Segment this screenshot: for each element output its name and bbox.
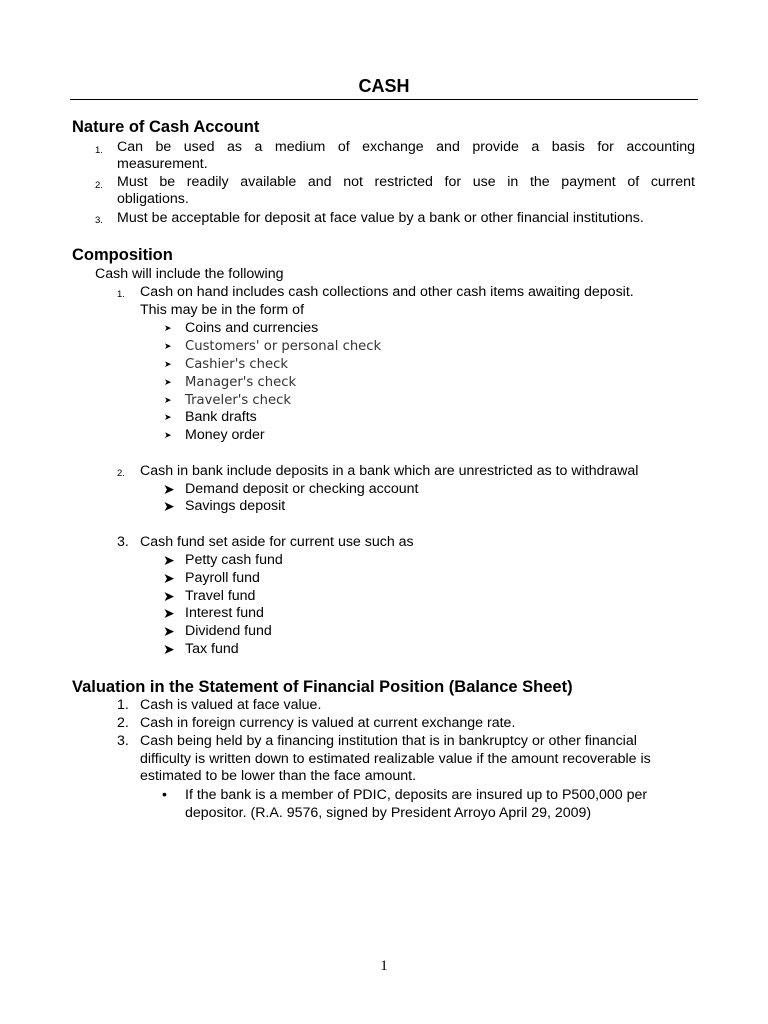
composition-intro: Cash will include the following xyxy=(95,266,284,282)
nature-num-3: 3. xyxy=(95,215,103,226)
nature-num-1: 1. xyxy=(95,145,103,156)
arrow-bullet-icon: ➤ xyxy=(163,623,175,639)
composition-item-1-line1: Cash on hand includes cash collections and other cash items awaiting deposit. xyxy=(140,284,634,300)
valuation-item-3-line2: difficulty is written down to estimated realizable value if the amount recoverable is xyxy=(140,751,651,767)
list-item: Coins and currencies xyxy=(185,320,319,336)
list-item: Payroll fund xyxy=(185,570,260,586)
arrow-bullet-icon: ➤ xyxy=(164,430,172,440)
nature-num-2: 2. xyxy=(95,180,103,191)
composition-item-1-line2: This may be in the form of xyxy=(140,302,305,318)
title-rule xyxy=(70,99,698,100)
composition-item-2: Cash in bank include deposits in a bank which are unrestricted as to withdrawal xyxy=(140,463,639,479)
valuation-item-3-line1: Cash being held by a financing institution that is in bankruptcy or other financial xyxy=(140,733,637,749)
nature-item-2-line1: Must be readily available and not restricted for use in the payment of current xyxy=(117,174,695,190)
valuation-item-3-line3: estimated to be lower than the face amount. xyxy=(140,768,417,784)
arrow-bullet-icon: ➤ xyxy=(163,605,175,621)
valuation-item-1: Cash is valued at face value. xyxy=(140,697,322,713)
page-title: CASH xyxy=(358,76,410,96)
heading-nature: Nature of Cash Account xyxy=(72,118,260,136)
composition-num-3: 3. xyxy=(117,534,129,550)
valuation-num-1: 1. xyxy=(117,697,129,713)
list-item: Interest fund xyxy=(185,605,264,621)
nature-item-1-line2: measurement. xyxy=(117,156,208,172)
heading-composition: Composition xyxy=(72,246,173,264)
nature-item-3-line1: Must be acceptable for deposit at face value by a bank or other financial institutions. xyxy=(117,210,644,226)
valuation-item-2: Cash in foreign currency is valued at current exchange rate. xyxy=(140,715,516,731)
list-item: Tax fund xyxy=(185,641,239,657)
arrow-bullet-icon: ➤ xyxy=(163,552,175,568)
heading-valuation: Valuation in the Statement of Financial Position (Balance Sheet) xyxy=(72,678,573,696)
arrow-bullet-icon: ➤ xyxy=(164,412,172,422)
pdic-note-line1: If the bank is a member of PDIC, deposits are insured up to P500,000 per xyxy=(185,787,648,803)
list-item: Dividend fund xyxy=(185,623,272,639)
list-item: Money order xyxy=(185,427,265,443)
arrow-bullet-icon: ➤ xyxy=(163,481,175,497)
list-item: Manager's check xyxy=(185,375,297,390)
valuation-num-3: 3. xyxy=(117,733,129,749)
composition-num-2: 2. xyxy=(117,468,125,479)
arrow-bullet-icon: ➤ xyxy=(164,377,172,387)
list-item: Bank drafts xyxy=(185,409,257,425)
list-item: Customers' or personal check xyxy=(185,339,382,354)
list-item: Cashier's check xyxy=(185,357,289,372)
list-item: Petty cash fund xyxy=(185,552,283,568)
list-item: Traveler's check xyxy=(185,393,292,408)
list-item: Savings deposit xyxy=(185,498,286,514)
composition-item-3: Cash fund set aside for current use such as xyxy=(140,534,414,550)
pdic-note-line2: depositor. (R.A. 9576, signed by President Arroyo April 29, 2009) xyxy=(185,805,592,821)
arrow-bullet-icon: ➤ xyxy=(163,498,175,514)
page-number: 1 xyxy=(380,958,388,974)
arrow-bullet-icon: ➤ xyxy=(163,588,175,604)
arrow-bullet-icon: ➤ xyxy=(164,323,172,333)
arrow-bullet-icon: ➤ xyxy=(164,359,172,369)
arrow-bullet-icon: ➤ xyxy=(163,570,175,586)
nature-item-1-line1: Can be used as a medium of exchange and provide a basis for accounting xyxy=(117,139,695,155)
arrow-bullet-icon: ➤ xyxy=(163,641,175,657)
list-item: Demand deposit or checking account xyxy=(185,481,419,497)
arrow-bullet-icon: ➤ xyxy=(164,395,172,405)
arrow-bullet-icon: ➤ xyxy=(164,341,172,351)
nature-item-2-line2: obligations. xyxy=(117,191,189,207)
valuation-num-2: 2. xyxy=(117,715,129,731)
bullet-dot-icon: • xyxy=(162,787,167,803)
composition-num-1: 1. xyxy=(117,289,125,300)
list-item: Travel fund xyxy=(185,588,256,604)
